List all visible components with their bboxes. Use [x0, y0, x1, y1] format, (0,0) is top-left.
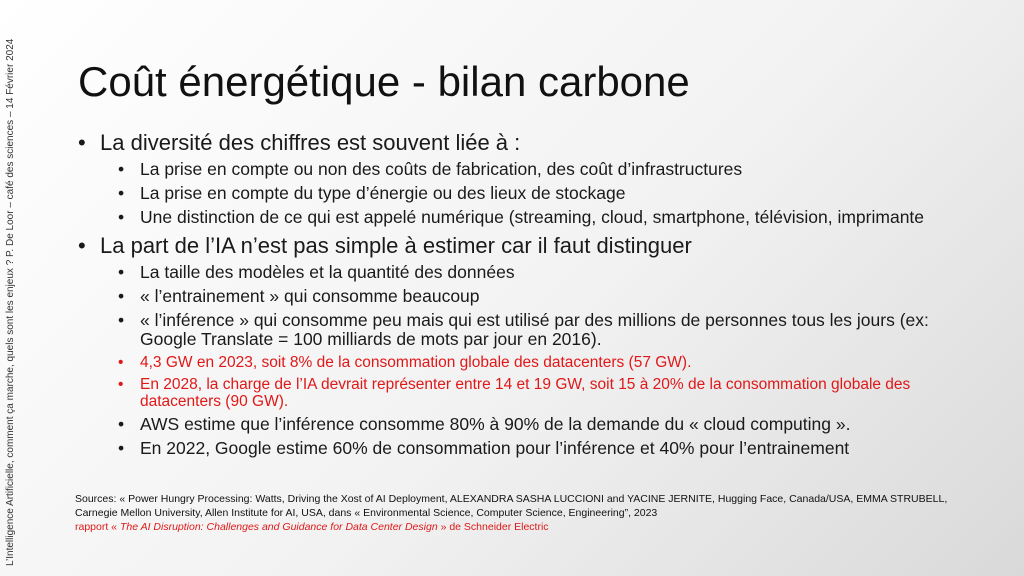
sub-bullet-2-5-highlight: • En 2028, la charge de l’IA devrait représenter entre 14 et 19 GW, soit 15 à 20% de la consommation globale des datacenters (90 GW).	[118, 376, 958, 410]
sub-bullet-1-3: • Une distinction de ce qui est appelé numérique (streaming, cloud, smartphone, télévision, imprimante	[118, 208, 958, 227]
sources-block	[75, 492, 955, 534]
bullet-2	[78, 233, 958, 458]
bullet-1	[78, 130, 958, 227]
sources-line-2	[75, 520, 955, 534]
sub-bullet-2-3: • « l’inférence » qui consomme peu mais qui est utilisé par des millions de personnes tous les jours (ex: Google Translate = 100 milliards de mots par jour en 2016).	[118, 311, 958, 349]
sub-bullet-2-1: • La taille des modèles et la quantité des données	[118, 263, 958, 282]
sources-line-2-title: The AI Disruption: Challenges and Guidance for Data Center Design	[119, 521, 438, 533]
slide-title: Coût énergétique - bilan carbone	[78, 58, 690, 105]
slide-content	[78, 130, 958, 464]
sub-bullet-2-2: • « l’entrainement » qui consomme beaucoup	[118, 287, 958, 306]
sub-bullet-1-1: • La prise en compte ou non des coûts de fabrication, des coût d’infrastructures	[118, 160, 958, 179]
bullet-1-sublist	[100, 160, 958, 227]
sources-line-1: Sources: « Power Hungry Processing: Watts, Driving the Xost of AI Deployment, ALEXANDRA SASHA LUCCIONI and YACINE JERNITE, Hugging Face, Canada/USA, EMMA STRUBELL, Carnegie Mellon University, Allen Institute for AI, USA, dans « Environmental Science, Computer Science, Engineering”, 2023	[75, 493, 948, 519]
sources-line-2-prefix: rapport «	[75, 521, 120, 533]
side-caption: L’Intelligence Artificielle, comment ça marche, quels sont les enjeux ? P. De Loor – café des sciences – 14 Février 2024	[5, 38, 16, 566]
sub-bullet-2-4-highlight: • 4,3 GW en 2023, soit 8% de la consommation globale des datacenters (57 GW).	[118, 354, 958, 371]
bullet-2-sublist	[100, 263, 958, 458]
side-caption-area	[4, 0, 20, 576]
sources-line-2-suffix: » de Schneider Electric	[437, 521, 549, 533]
sub-bullet-1-2: • La prise en compte du type d’énergie ou des lieux de stockage	[118, 184, 958, 203]
sub-bullet-2-6: • AWS estime que l’inférence consomme 80% à 90% de la demande du « cloud computing ».	[118, 415, 958, 434]
bullet-1-text: La diversité des chiffres est souvent liée à :	[100, 130, 521, 155]
bullet-2-text: La part de l’IA n’est pas simple à estimer car il faut distinguer	[100, 233, 692, 258]
sub-bullet-2-7: • En 2022, Google estime 60% de consommation pour l’inférence et 40% pour l’entrainement	[118, 439, 958, 458]
bullet-list	[78, 130, 958, 458]
